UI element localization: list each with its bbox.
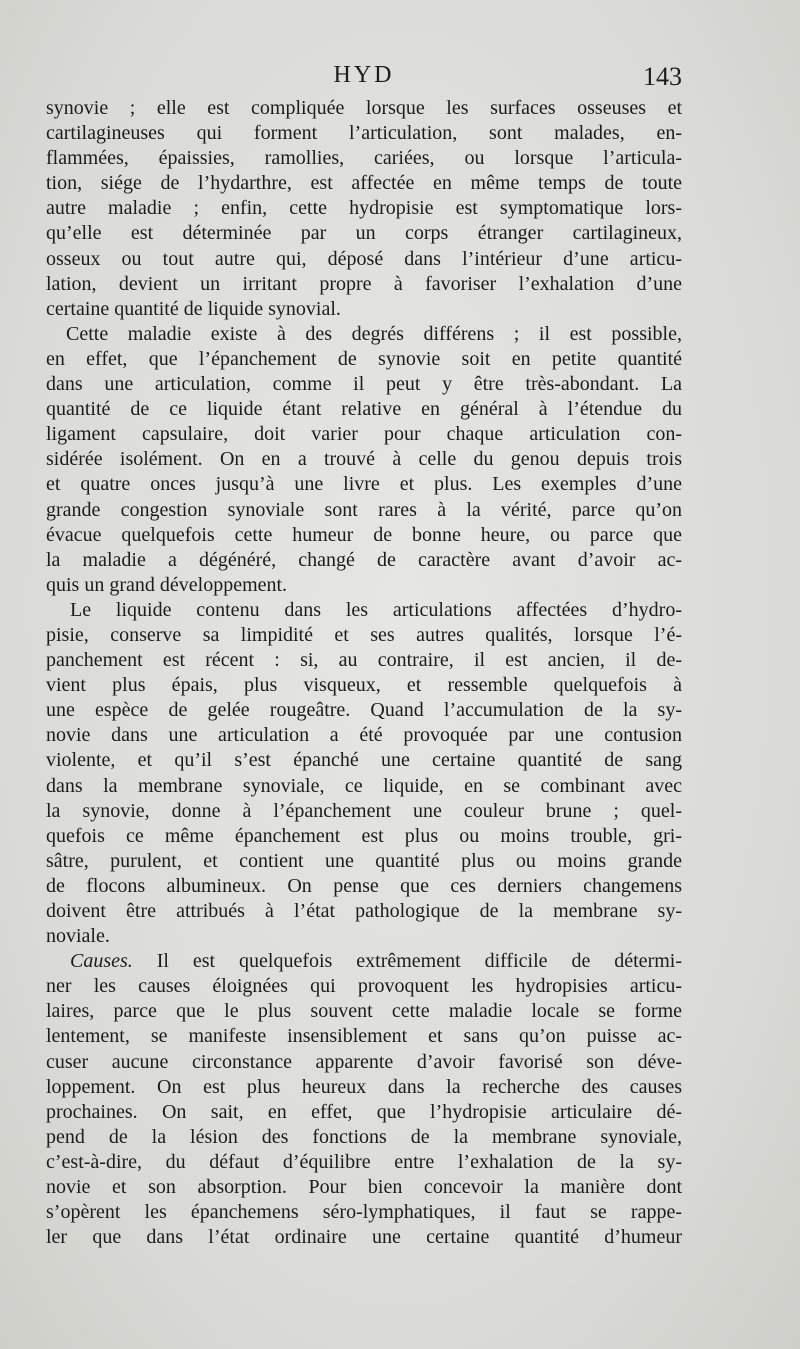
text-line: novie dans une articulation a été provoquée par une contusion (46, 724, 682, 747)
text-line: novie et son absorption. Pour bien concevoir la manière dont (46, 1176, 682, 1199)
text-line: pisie, conserve sa limpidité et ses autres qualités, lorsque l’é- (46, 623, 682, 646)
text-line (46, 949, 682, 974)
text-line: laires, parce que le plus souvent cette maladie locale se forme (46, 1000, 682, 1023)
text-line: quis un grand développement. (46, 573, 288, 596)
text-line: violente, et qu’il s’est épanché une certaine quantité de sang (46, 749, 682, 772)
paragraph-3 (46, 598, 682, 949)
text-line: autre maladie ; enfin, cette hydropisie est symptomatique lors- (46, 197, 682, 220)
paragraph-4 (46, 949, 682, 1250)
text-line: noviale. (46, 925, 110, 948)
paragraph-2 (46, 322, 682, 598)
text-line: de flocons albumineux. On pense que ces derniers changemens (46, 874, 682, 897)
text-line: lation, devient un irritant propre à favoriser l’exhalation d’une (46, 272, 682, 295)
text-line: sâtre, purulent, et contient une quantité plus ou moins grande (46, 849, 682, 872)
text-line: cuser aucune circonstance apparente d’avoir favorisé son déve- (46, 1050, 682, 1073)
text-line: la synovie, donne à l’épanchement une couleur brune ; quel- (46, 799, 682, 822)
text-line: certaine quantité de liquide synovial. (46, 297, 341, 320)
text-line: s’opèrent les épanchemens séro-lymphatiques, il faut se rappe- (46, 1201, 682, 1224)
text-line: cartilagineuses qui forment l’articulation, sont malades, en- (46, 122, 682, 145)
text-line: prochaines. On sait, en effet, que l’hydropisie articulaire dé- (46, 1100, 682, 1123)
section-lead: Causes. (70, 950, 133, 973)
text-line: qu’elle est déterminée par un corps étranger cartilagineux, (46, 222, 682, 245)
text-line: la maladie a dégénéré, changé de caractère avant d’avoir ac- (46, 548, 682, 571)
text-line: vient plus épais, plus visqueux, et ressemble quelquefois à (46, 674, 682, 697)
text-line: pend de la lésion des fonctions de la membrane synoviale, (46, 1125, 682, 1148)
text-line: ler que dans l’état ordinaire une certaine quantité d’humeur (46, 1226, 682, 1249)
text-line: et quatre onces jusqu’à une livre et plus. Les exemples d’une (46, 473, 682, 496)
paragraph-1 (46, 96, 682, 322)
text-line: une espèce de gelée rougeâtre. Quand l’accumulation de la sy- (46, 699, 682, 722)
text-line: ligament capsulaire, doit varier pour chaque articulation con- (46, 423, 682, 446)
text-line: évacue quelquefois cette humeur de bonne heure, ou parce que (46, 523, 682, 546)
text-line: en effet, que l’épanchement de synovie soit en petite quantité (46, 347, 682, 370)
text-line: dans la membrane synoviale, ce liquide, en se combinant avec (46, 774, 682, 797)
text-line: quefois ce même épanchement est plus ou moins trouble, gri- (46, 824, 682, 847)
text-line: Le liquide contenu dans les articulations affectées d’hydro- (70, 598, 682, 621)
text-line: flammées, épaissies, ramollies, cariées, ou lorsque l’articula- (46, 147, 682, 170)
text-line: dans une articulation, comme il peut y être très-abondant. La (46, 373, 682, 396)
text-line: panchement est récent : si, au contraire, il est ancien, il de- (46, 649, 682, 672)
body-text (46, 96, 682, 1250)
text-line: quantité de ce liquide étant relative en général à l’étendue du (46, 398, 682, 421)
page-number: 143 (643, 62, 682, 91)
running-head: HYD (333, 62, 395, 88)
text-line: Cette maladie existe à des degrés différens ; il est possible, (66, 322, 682, 345)
page-header (46, 62, 682, 94)
text-line: tion, siége de l’hydarthre, est affectée en même temps de toute (46, 172, 682, 195)
text-line: lentement, se manifeste insensiblement et sans qu’on puisse ac- (46, 1025, 682, 1048)
text-line: osseux ou tout autre qui, déposé dans l’intérieur d’une articu- (46, 247, 682, 270)
text-line: synovie ; elle est compliquée lorsque les surfaces osseuses et (46, 97, 682, 119)
text-line: doivent être attribués à l’état pathologique de la membrane sy- (46, 900, 682, 922)
text-line: c’est-à-dire, du défaut d’équilibre entre l’exhalation de la sy- (46, 1150, 682, 1173)
text-line: ner les causes éloignées qui provoquent les hydropisies articu- (46, 975, 682, 998)
text-run: Il est quelquefois extrêmement difficile de détermi- (132, 950, 682, 973)
text-line: loppement. On est plus heureux dans la recherche des causes (46, 1075, 682, 1098)
text-line: grande congestion synoviale sont rares à la vérité, parce qu’on (46, 498, 682, 521)
text-line: sidérée isolément. On en a trouvé à celle du genou depuis trois (46, 448, 682, 471)
